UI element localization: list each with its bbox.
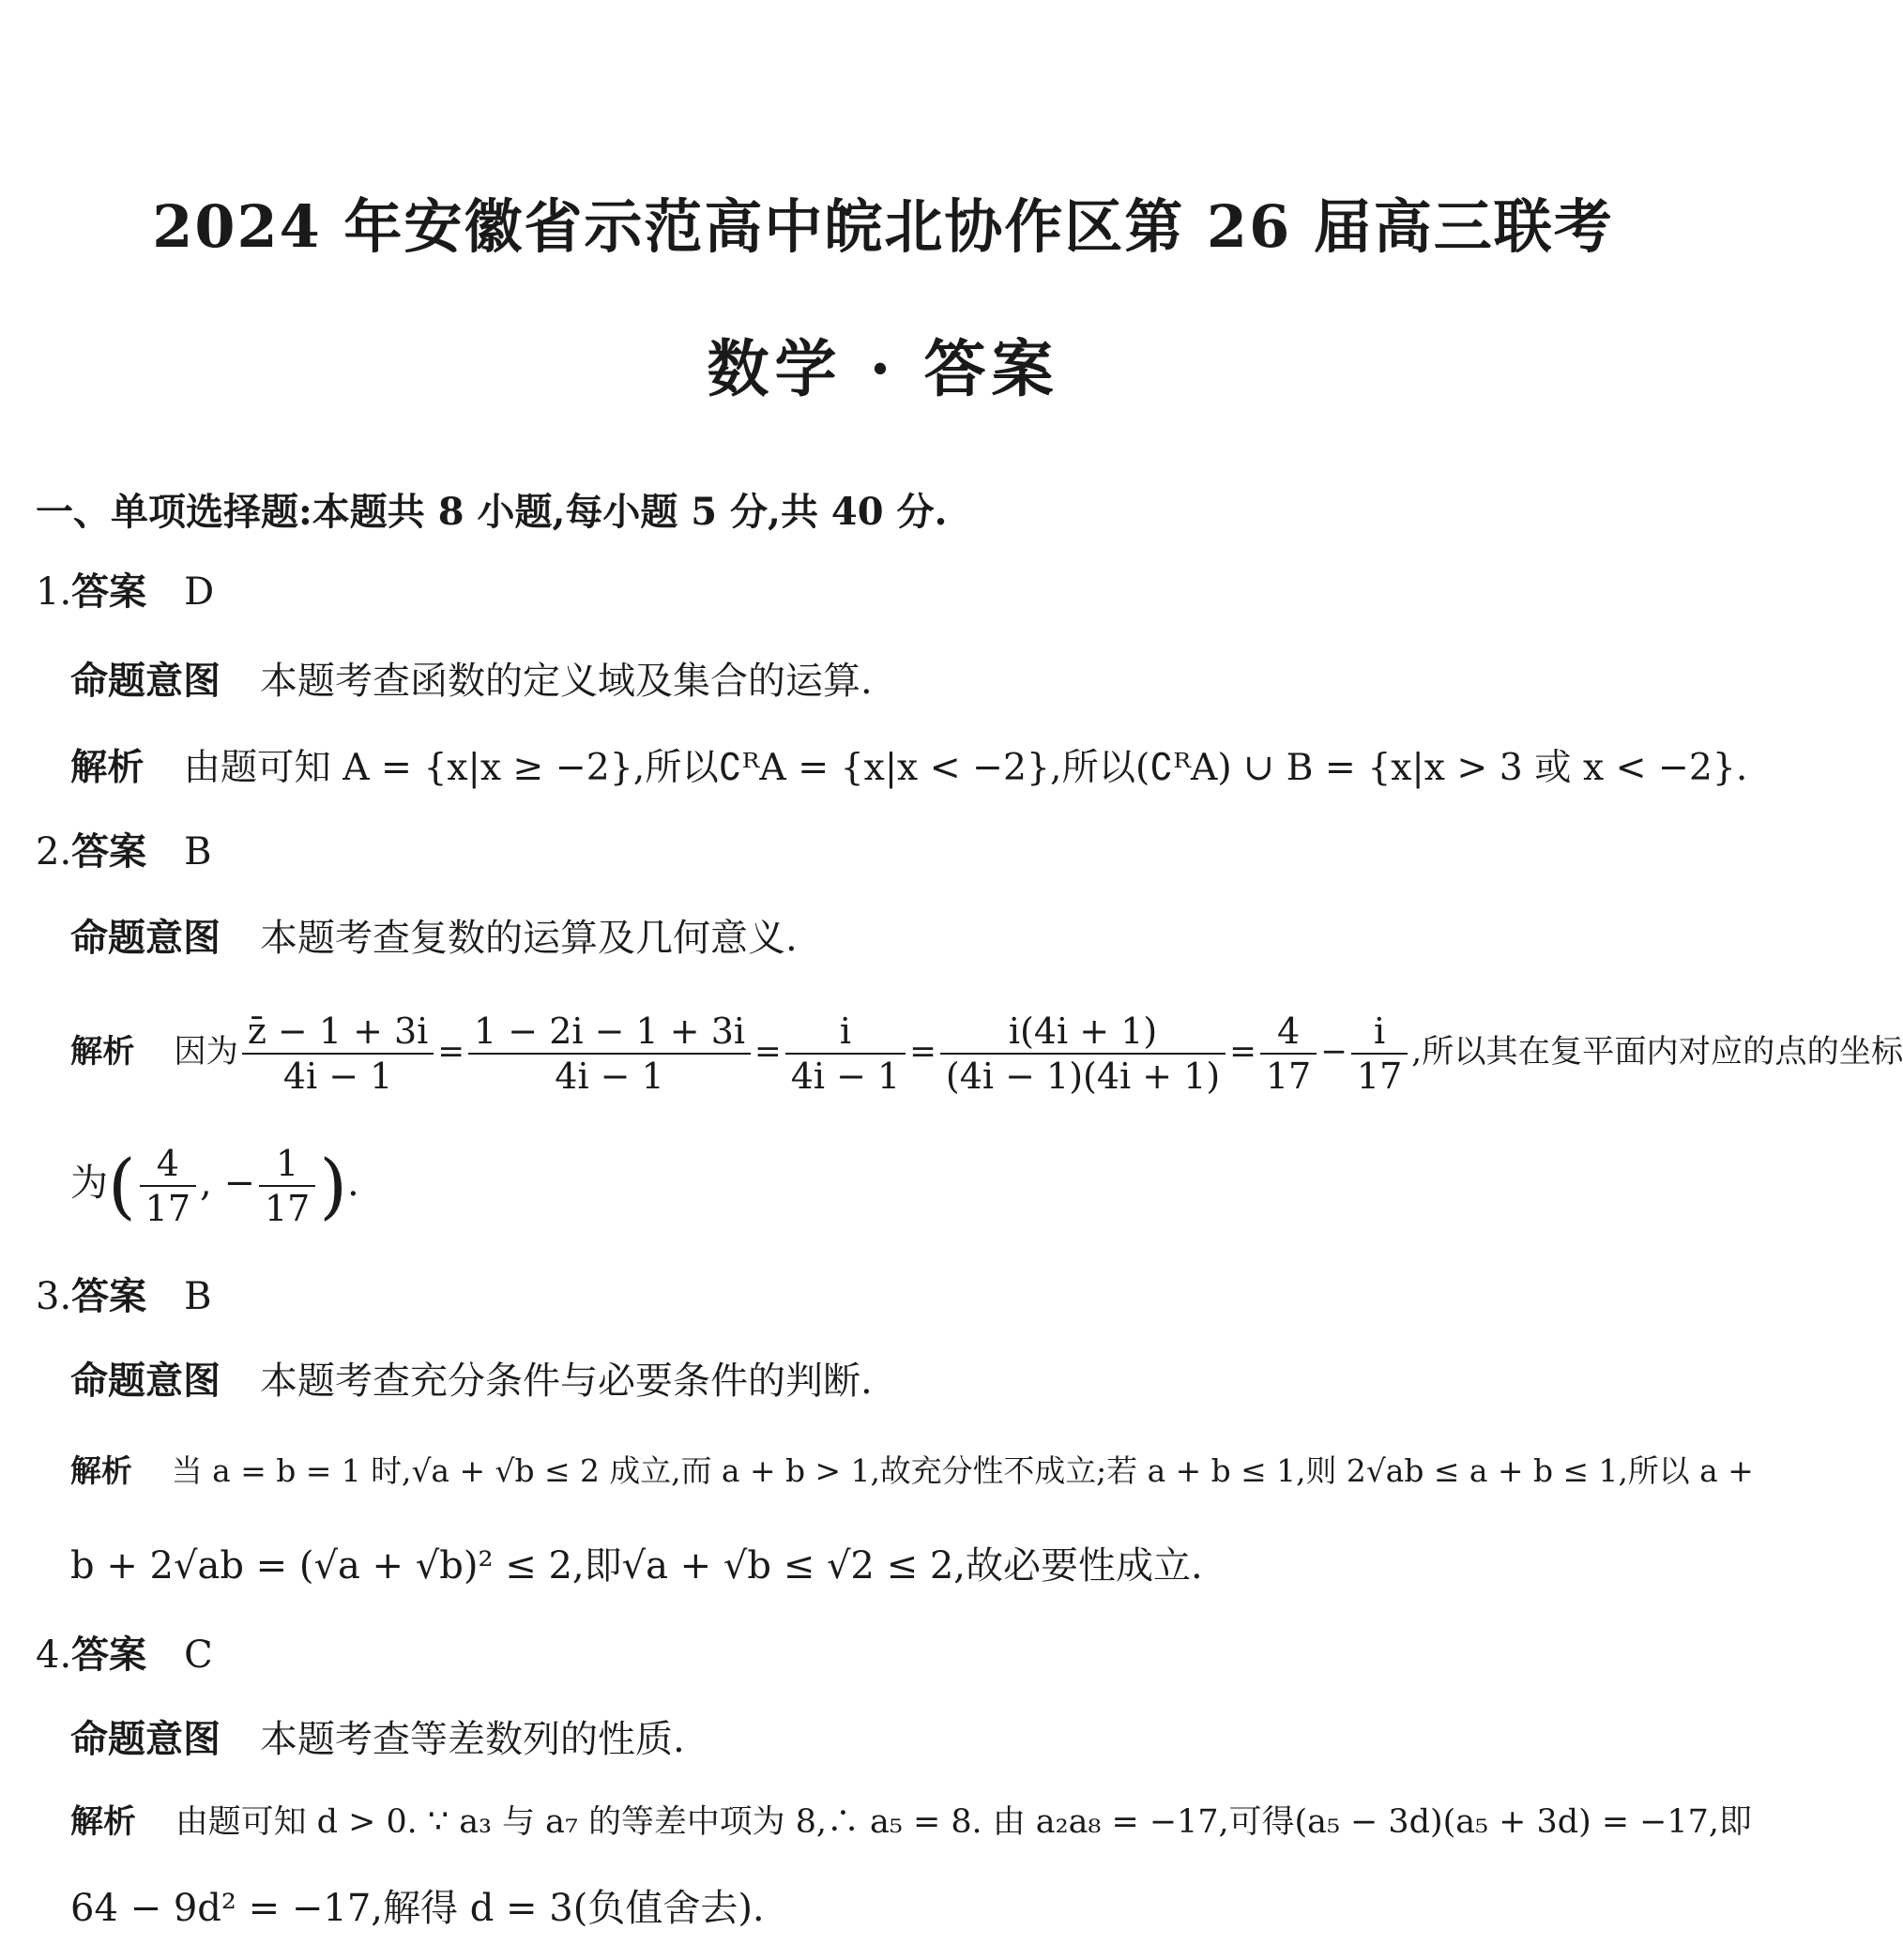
q3-analysis-text2: b + 2√ab = (√a + √b)² ≤ 2,即√a + √b ≤ √2 ≤ 2,故必要性成立. [70,1544,1203,1588]
q4-intent-text: 本题考查等差数列的性质. [260,1718,685,1761]
q2-line2-end: . [346,1162,359,1205]
left-paren: ( [108,1144,136,1227]
equals-sign: = [909,1033,936,1071]
q2-fraction [1260,1010,1317,1098]
section-heading: 一、单项选择题:本题共 8 小题,每小题 5 分,共 40 分. [36,490,948,534]
page-title: 2024 年安徽省示范高中皖北协作区第 26 届高三联考 [152,192,1614,261]
q4-analysis-line [70,1796,1752,1848]
q4-answer-label: 答案 [71,1633,147,1677]
q4-answer-value: C [184,1633,213,1677]
q2-analysis-line [70,1000,1903,1103]
fraction-denominator: 4i − 1 [242,1053,434,1098]
q2-intent-text: 本题考查复数的运算及几何意义. [260,917,798,960]
point-separator: , − [200,1162,255,1205]
q1-intent-line [70,655,873,707]
q2-answer-value: B [184,830,212,874]
fraction-denominator: 4i − 1 [468,1053,751,1098]
fraction-numerator: i(4i + 1) [1008,1010,1158,1052]
q3-answer-value: B [184,1275,212,1318]
q4-analysis-text1: 由题可知 d > 0. ∵ a₃ 与 a₇ 的等差中项为 8,∴ a₅ = 8. 由 a₂a₈ = −17,可得(a₅ − 3d)(a₅ + 3d) = −17,即 [175,1803,1752,1841]
fraction-numerator: 4 [1276,1010,1301,1052]
q3-number: 3. [36,1275,72,1318]
q3-intent-text: 本题考查充分条件与必要条件的判断. [260,1360,873,1403]
page-subtitle: 数学 · 答案 [707,332,1059,405]
q1-answer-label: 答案 [71,570,147,614]
equals-sign: = [1229,1033,1256,1071]
q4-answer-line [36,1629,213,1681]
q2-fraction [785,1010,906,1098]
point-x-fraction [140,1142,196,1230]
q3-analysis-label: 解析 [70,1452,132,1489]
equals-sign: = [437,1033,465,1071]
fraction-numerator: z̄ − 1 + 3i [247,1010,429,1052]
q3-answer-label: 答案 [71,1274,147,1318]
minus-sign: − [1320,1033,1347,1071]
q2-fraction [468,1010,751,1098]
fraction-numerator: i [1374,1010,1386,1052]
fraction-denominator: 17 [1260,1053,1317,1098]
q2-analysis-label: 解析 [70,1033,135,1071]
q1-analysis-line [70,741,1747,795]
equals-sign: = [754,1033,782,1071]
q1-intent-label: 命题意图 [70,659,221,703]
q4-number: 4. [36,1633,72,1677]
q3-intent-label: 命题意图 [70,1359,221,1403]
q3-analysis-text1: 当 a = b = 1 时,√a + √b ≤ 2 成立,而 a + b > 1,故充分性不成立;若 a + b ≤ 1,则 2√ab ≤ a + b ≤ 1,所以 a + [171,1452,1754,1489]
q2-fraction [1351,1010,1408,1098]
fraction-denominator: (4i − 1)(4i + 1) [940,1053,1226,1098]
q2-analysis-lead: 因为 [174,1033,238,1071]
q2-intent-line [70,912,798,965]
q3-analysis-line2 [70,1540,1203,1592]
q4-intent-label: 命题意图 [70,1717,221,1761]
q3-answer-line [36,1270,212,1323]
q2-intent-label: 命题意图 [70,916,221,960]
q2-fraction [242,1010,434,1098]
q1-analysis-text: 由题可知 A = {x|x ≥ −2},所以∁ᴿA = {x|x < −2},所以(∁ᴿA) ∪ B = {x|x > 3 或 x < −2}. [183,747,1748,789]
q1-answer-line [36,566,214,618]
fraction-denominator: 4i − 1 [785,1053,906,1098]
q1-number: 1. [36,570,72,614]
q1-analysis-label: 解析 [70,746,145,789]
fraction-denominator: 17 [140,1185,196,1230]
fraction-numerator: 1 [276,1143,299,1184]
q2-line2-lead: 为 [70,1162,108,1205]
q2-analysis-line2 [70,1132,359,1235]
fraction-numerator: 1 − 2i − 1 + 3i [474,1010,746,1052]
q3-analysis-line [70,1445,1754,1497]
q4-intent-line [70,1713,685,1766]
q1-intent-text: 本题考查函数的定义域及集合的运算. [260,660,873,703]
q1-answer-value: D [184,570,215,614]
right-paren: ) [319,1144,347,1227]
fraction-numerator: i [839,1010,852,1052]
q2-fraction [940,1010,1226,1098]
fraction-denominator: 17 [259,1185,315,1230]
fraction-denominator: 17 [1351,1053,1408,1098]
q2-answer-line [36,826,212,878]
q3-intent-line [70,1355,873,1407]
q4-analysis-text2: 64 − 9d² = −17,解得 d = 3(负值舍去). [70,1887,765,1930]
q4-analysis-label: 解析 [70,1802,136,1841]
q4-analysis-line2 [70,1882,765,1935]
q2-analysis-tail: ,所以其在复平面内对应的点的坐标 [1411,1033,1903,1071]
point-y-fraction [259,1142,315,1230]
fraction-numerator: 4 [156,1143,179,1184]
q2-number: 2. [36,830,72,874]
q2-answer-label: 答案 [71,829,147,874]
